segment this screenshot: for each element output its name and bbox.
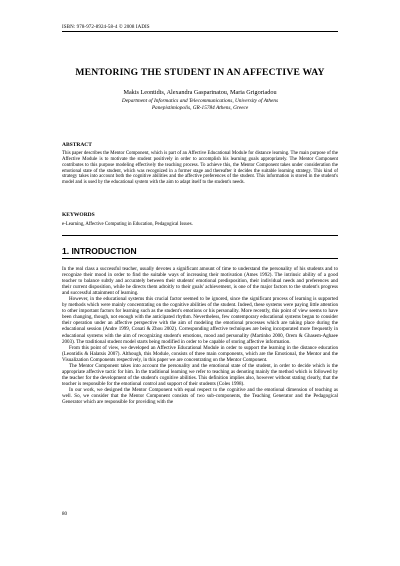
- section-heading: 1. INTRODUCTION: [62, 246, 137, 256]
- keywords-text: e-Learning, Affective Computing in Education, Pedagogical Issues.: [62, 222, 193, 227]
- section-rule-bottom: [62, 258, 338, 259]
- body-paragraph: The Mentor Component takes into account the personality and the emotional state of the student, in order to decide which is the appropriate affective tactic for him. In the traditional learning we refer to teaching as denoting mainly the method which is followed by the teacher for the development of the student's cognitive abilities. This definition implies also, however without stating clearly, that the teacher is responsible for the emotional control and support of their students (Coles 1998).: [62, 362, 338, 387]
- abstract-text: This paper describes the Mentor Component, which is part of an Affective Educational Module for distance learning. The main purpose of the Affective Module is to motivate the student positively in order to accomplish his learning goals appropriately. The Mentor Component contributes to this purpose modeling effectively the teaching process. To achieve this, the Mentor Component takes under consideration the emotional state of the student, which was recognized in a former stage and thereafter it decides the suitable learning strategy. This kind of strategy takes into account both the cognitive abilities and the affective preferences of the student. This information is stored in the student's model and is used by the educational system with the aim to adapt itself to the student's needs.: [62, 151, 338, 186]
- affiliation-line-2: Panepistimiopolis, GR-15784 Athens, Greece: [151, 105, 249, 111]
- body-paragraph: From this point of view, we developed an Affective Educational Module in order to support the learning in the distance education (Leontidis & Halatsis 2007). Although, this Module, consists of three main components, which are the Emotional, the Mentor and the Visualization Components respectively, in this paper we are concentrating on the Mentor Component.: [62, 344, 338, 363]
- abstract-heading: ABSTRACT: [62, 142, 92, 148]
- header-rule: [62, 31, 338, 32]
- keywords-heading: KEYWORDS: [62, 212, 95, 218]
- body-paragraph: In the real class a successful teacher, usually devotes a significant amount of time to understand the personality of his students and to recognize their mood in order to find the suitable ways of increasing their motivation (Ames 1992). The intrinsic ability of a good teacher to balance subtly and accurately between their students' emotional predisposition, their individual needs and preferences and their current disposition, while he directs them adroitly to their goals' achievement, is one of the major factors to the student's progress and successful attainment of learning.: [62, 266, 338, 297]
- body-paragraph: However, in the educational systems this crucial factor seemed to be ignored, since the significant process of learning is supported by methods which were mainly concentrating on the cognitive abilities of the student. Indeed, these systems were paying little attention to other important factors for learning such as the student's emotions or his personality. More recently, this point of view seems to have been changing, though, not enough with the anticipated rhythm. Nevertheless, few contemporary educational systems began to consider their operation under an affective perspective with the aim of modeling the emotional processes which are taking place during the educational session (Andre 1999, Conati & Zhou 2002). Corresponding affective techniques are being incorporated more frequently in educational systems with the aim of recognizing student's emotions, mood and personality (Martinho 2000, Orem & Ghasem-Aghaee 2003). The traditional student model starts being modified in order to be capable of storing affective information.: [62, 296, 338, 345]
- page-number: 80: [62, 512, 67, 517]
- paper-authors: Makis Leontidis, Alexandra Gasparinatou, Maria Grigoriadou: [123, 89, 277, 96]
- isbn-header: ISBN: 978-972-8924-58-4 © 2008 IADIS: [62, 25, 150, 30]
- paper-title: MENTORING THE STUDENT IN AN AFFECTIVE WAY: [75, 67, 325, 78]
- affiliation-line-1: Department of Informatics and Telecommunications, University of Athens: [121, 98, 279, 104]
- section-body: [62, 266, 338, 405]
- body-paragraph: In our work, we designed the Mentor Component with equal respect to the cognitive and the emotional dimension of teaching as well. So, we consider that the Mentor Component consists of two sub-components, the Teaching Generator and the Pedagogical Generator which are responsible for providing with the: [62, 386, 338, 406]
- section-rule-top: [62, 235, 338, 236]
